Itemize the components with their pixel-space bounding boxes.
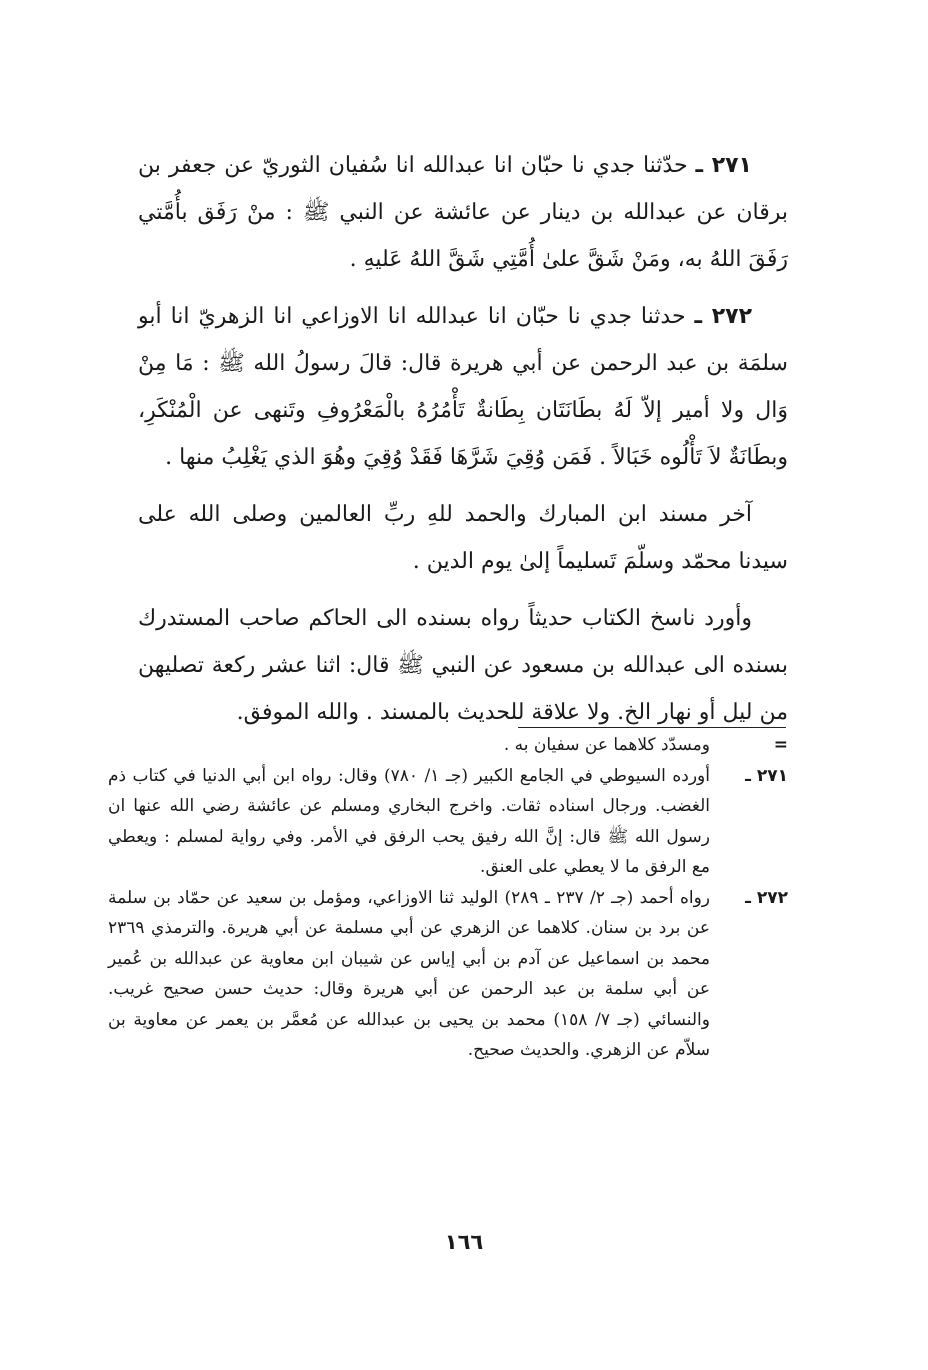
footnote-272 <box>108 883 788 1066</box>
hadith-271 <box>138 142 788 283</box>
hadith-number: ٢٧١ ـ <box>695 153 752 178</box>
footnote-divider <box>518 727 786 728</box>
footnote-text: رواه أحمد (جـ ٢/ ٢٣٧ ـ ٢٨٩) الوليد ثنا الاوزاعي، ومؤمل بن سعيد عن حمّاد بن سلمة عن برد بن سنان. كلاهما عن الزهري عن أبي مسلمة عن أبي هريرة. والترمذي ٢٣٦٩ محمد بن اسماعيل عن آدم بن أبي إياس عن شيبان ابن معاوية عن عبدالله بن عُمير عن أبي سلمة بن عبد الرحمن عن أبي هريرة وقال: حديث حسن صحيح غريب. والنسائي (جـ ٧/ ١٥٨) محمد بن يحيى بن عبدالله عن مُعمَّر بن يعمر عن معاوية بن سلاّم عن الزهري. والحديث صحيح. <box>108 887 710 1060</box>
hadith-272 <box>138 293 788 481</box>
main-text <box>138 142 788 746</box>
footnote-text: ومسدّد كلاهما عن سفيان به . <box>503 735 710 755</box>
hadith-number: ٢٧٢ ـ <box>694 304 753 329</box>
page-number: ١٦٦ <box>444 1230 484 1254</box>
footnote-ref: ٢٧١ ـ <box>745 765 788 786</box>
footnotes <box>108 730 788 1066</box>
footnote-ref: = <box>773 735 788 755</box>
hadith-text: حدثنا جدي نا حبّان انا عبدالله انا الاوزاعي انا الزهريّ انا أبو سلمَة بن عبد الرحمن عن أبي هريرة قال: قالَ رسولُ الله ﷺ : مَا مِنْ وَال ولا أمير إلاّ لَهُ بطَانَتَان بِطَانةٌ تَأْمُرُهُ بالْمَعْرُوفِ وتَنهى عن الْمُنْكَرِ، وبطَانَةٌ لاَ تَأْلُوه خَبَالاً . فَمَن وُقِيَ شَرَّهَا فَقَدْ وُقِيَ وهُوَ الذي يَغْلِبُ منها . <box>138 304 788 470</box>
footnote-text: أورده السيوطي في الجامع الكبير (جـ ١/ ٧٨٠) وقال: رواه ابن أبي الدنيا في كتاب ذم الغضب. ورجال اسناده ثقات. واخرج البخاري ومسلم عن عائشة رضي الله عنها ان رسول الله ﷺ قال: إنَّ الله رفيق يحب الرفق في الأمر. وفي رواية لمسلم : ويعطي مع الرفق ما لا يعطي على العنق. <box>108 765 710 877</box>
closing-paragraph: آخر مسند ابن المبارك والحمد للهِ ربِّ العالمين وصلى الله على سيدنا محمّد وسلّمَ تَسليماً إلىٰ يوم الدين . <box>138 502 788 574</box>
footnote-continuation <box>108 730 788 761</box>
appendix-paragraph: وأورد ناسخ الكتاب حديثاً رواه بسنده الى الحاكم صاحب المستدرك بسنده الى عبدالله بن مسعود عن النبي ﷺ قال: اثنا عشر ركعة تصليهن من ليل أو نهار الخ. ولا علاقة للحديث بالمسند . والله الموفق. <box>138 606 788 725</box>
footnote-ref: ٢٧٢ ـ <box>745 887 788 908</box>
hadith-text: حدّثنا جدي نا حبّان انا عبدالله انا سُفيان الثوريّ عن جعفر بن برقان عن عبدالله بن دينار عن عائشة عن النبي ﷺ : منْ رَفَق بأُمَّتي رَفَقَ اللهُ به، ومَنْ شَقَّ علىٰ أُمَّتِي شَقَّ اللهُ عَليهِ . <box>138 153 788 272</box>
footnote-271 <box>108 761 788 883</box>
